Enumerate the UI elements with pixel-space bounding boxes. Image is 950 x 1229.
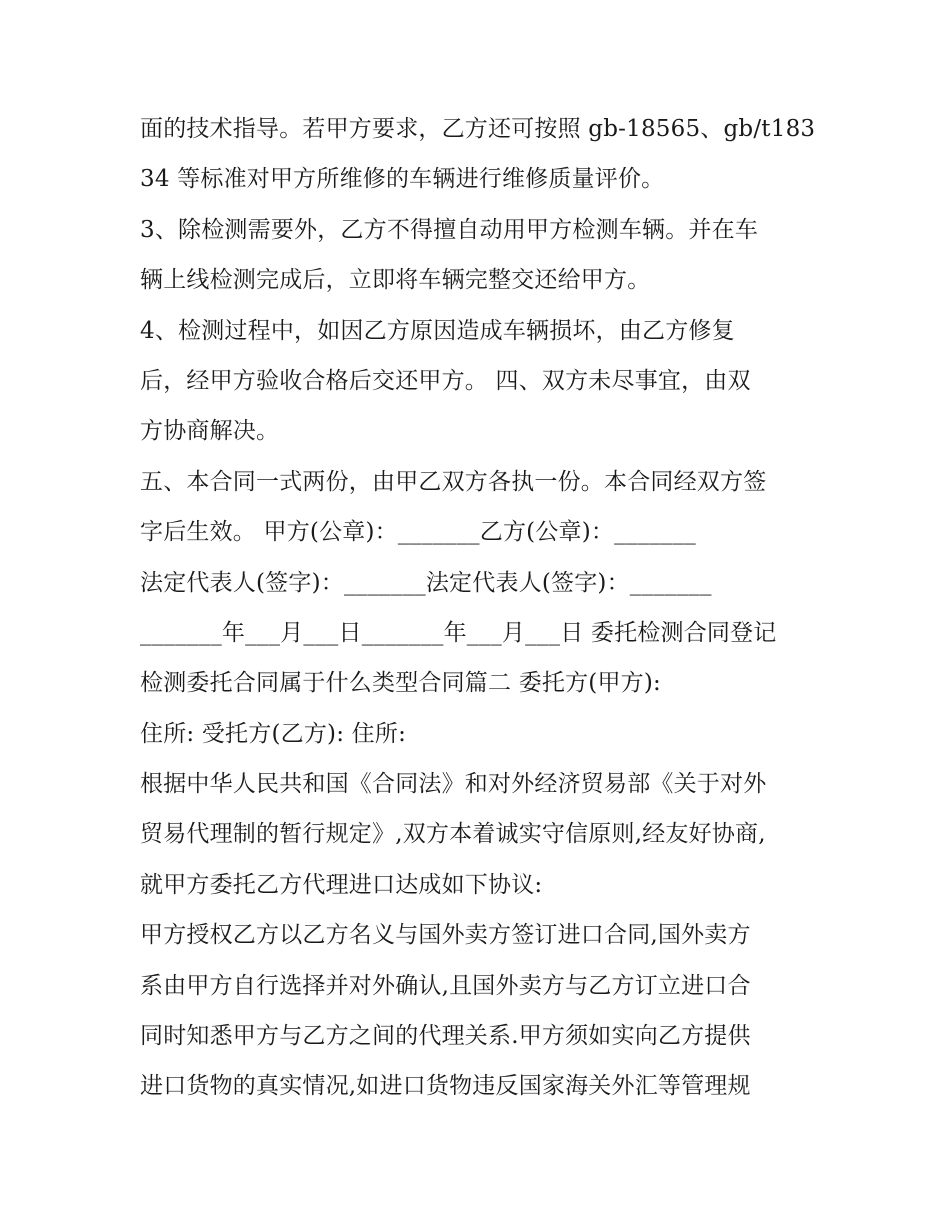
text-line: 贸易代理制的暂行规定》,双方本着诚实守信原则,经友好协商, bbox=[140, 821, 766, 848]
text-line: 后，经甲方验收合格后交还甲方。 四、双方未尽事宜，由双 bbox=[140, 367, 751, 394]
text-line: 系由甲方自行选择并对外确认,且国外卖方与乙方订立进口合 bbox=[140, 972, 751, 999]
text-line: 甲方授权乙方以乙方名义与国外卖方签订进口合同,国外卖方 bbox=[140, 922, 751, 949]
text-line: 法定代表人(签字)：_______法定代表人(签字)：_______ bbox=[140, 569, 712, 596]
text-line: 同时知悉甲方与乙方之间的代理关系.甲方须如实向乙方提供 bbox=[140, 1023, 751, 1050]
text-line: 五、本合同一式两份，由甲乙双方各执一份。本合同经双方签 bbox=[140, 468, 767, 495]
text-line: 根据中华人民共和国《合同法》和对外经济贸易部《关于对外 bbox=[140, 771, 767, 798]
text-line: 字后生效。 甲方(公章)：_______乙方(公章)：_______ bbox=[140, 519, 697, 546]
text-line: 就甲方委托乙方代理进口达成如下协议: bbox=[140, 871, 543, 898]
text-line: 辆上线检测完成后，立即将车辆完整交还给甲方。 bbox=[140, 267, 651, 294]
text-line: 进口货物的真实情况,如进口货物违反国家海关外汇等管理规 bbox=[140, 1073, 751, 1100]
text-line: 方协商解决。 bbox=[140, 418, 280, 445]
text-line: 3、除检测需要外，乙方不得擅自动用甲方检测车辆。并在车 bbox=[140, 216, 759, 243]
text-line: 34 等标准对甲方所维修的车辆进行维修质量评价。 bbox=[140, 166, 665, 193]
text-line: 4、检测过程中，如因乙方原因造成车辆损坏，由乙方修复 bbox=[140, 317, 735, 344]
document-body bbox=[140, 104, 820, 1112]
text-line: 住所: 受托方(乙方): 住所: bbox=[140, 720, 407, 747]
text-line: _______年___月___日_______年___月___日 委托检测合同登记 bbox=[140, 619, 777, 646]
text-line: 检测委托合同属于什么类型合同篇二 委托方(甲方): bbox=[140, 670, 662, 697]
text-line: 面的技术指导。若甲方要求，乙方还可按照 gb-18565、gb/t183 bbox=[140, 116, 816, 142]
